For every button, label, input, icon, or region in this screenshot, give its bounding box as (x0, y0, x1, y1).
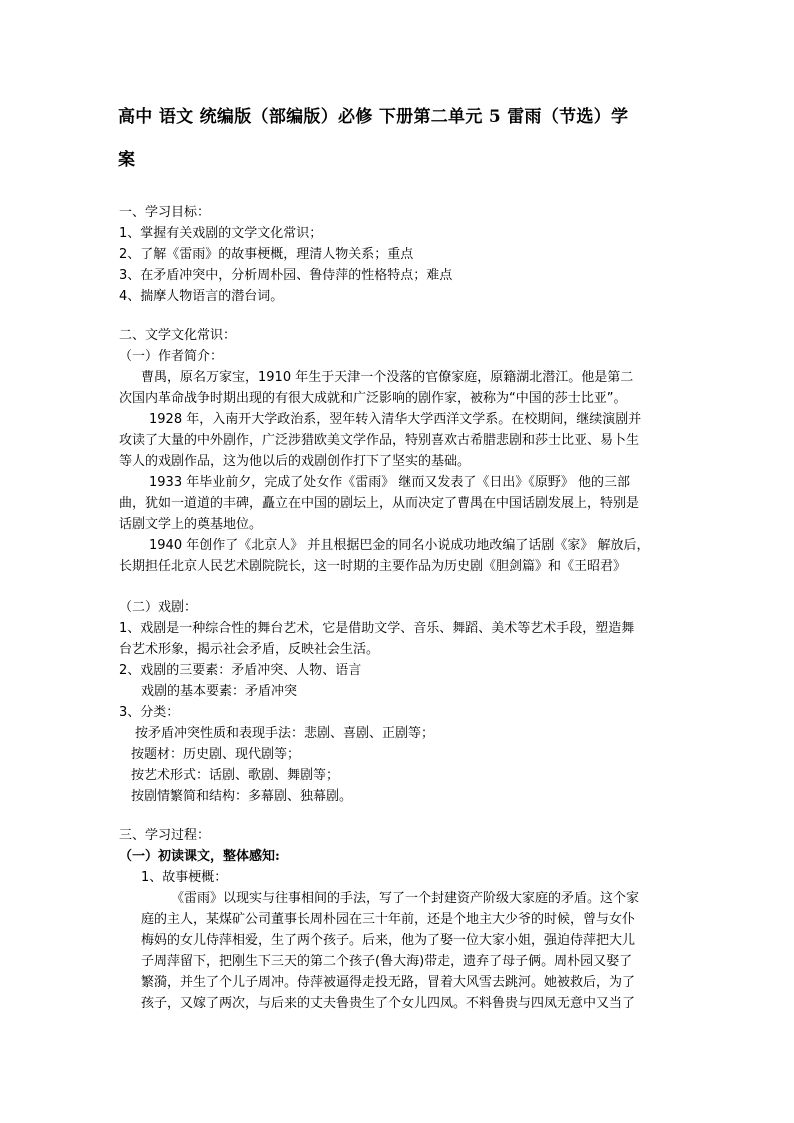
drama-classification: 按艺术形式：话剧、歌剧、舞剧等； (131, 768, 340, 783)
story-item-label: 1、故事梗概： (141, 870, 228, 885)
drama-line: 台艺术形象，揭示社会矛盾，反映社会生活。 (119, 642, 380, 657)
story-line: 《雷雨》以现实与往事相间的手法，写了一个封建资产阶级大家庭的矛盾。这个家 (171, 891, 640, 906)
story-line: 孩子，又嫁了两次，与后来的丈夫鲁贵生了个女儿四凤。不料鲁贵与四凤无意中又当了 (141, 996, 636, 1011)
title-line-2: 案 (118, 150, 136, 170)
author-paragraph-line: 长期担任北京人民艺术剧院院长，这一时期的主要作品为历史剧《胆剑篇》和《王昭君》 (119, 559, 627, 574)
author-paragraph-line: 曹禺，原名万家宝，1910 年生于天津一个没落的官僚家庭，原籍湖北潜江。他是第二 (141, 370, 634, 385)
author-paragraph-line: 等人的戏剧作品，这为他以后的戏剧创作打下了坚实的基础。 (119, 454, 471, 469)
drama-heading: （二）戏剧： (119, 600, 198, 615)
document-title (118, 96, 678, 182)
story-line: 梅妈的女儿侍萍相爱，生了两个孩子。后来，他为了娶一位大家小姐，强迫侍萍把大儿 (141, 933, 636, 948)
process-section (119, 825, 679, 1014)
author-paragraph-line: 攻读了大量的中外剧作，广泛涉猎欧美文学作品，特别喜欢古希腊悲剧和莎士比亚、易卜生 (119, 433, 640, 448)
objective-item: 1、掌握有关戏剧的文学文化常识； (119, 226, 323, 241)
author-paragraph-line: 1933 年毕业前夕，完成了处女作《雷雨》 继而又发表了《日出》《原野》 他的三部 (149, 475, 630, 490)
drama-section (119, 597, 679, 807)
author-paragraph-line: 1940 年创作了《北京人》 并且根据巴金的同名小说成功地改编了话剧《家》 解放后， (149, 538, 650, 553)
author-paragraph-line: 话剧文学上的奠基地位。 (119, 517, 263, 532)
objective-item: 4、揣摩人物语言的潜台词。 (119, 289, 284, 304)
knowledge-heading: 二、文学文化常识： (119, 328, 237, 343)
process-subheading: （一）初读课文，整体感知: (119, 849, 280, 864)
objectives-section (119, 202, 679, 307)
objective-item: 3、在矛盾冲突中，分析周朴园、鲁侍萍的性格特点；难点 (119, 268, 453, 283)
knowledge-section (119, 325, 679, 577)
author-paragraph-line: 曲，犹如一道道的丰碑，矗立在中国的剧坛上，从而决定了曹禺在中国话剧发展上，特别是 (119, 496, 640, 511)
author-paragraph-line: 次国内革命战争时期出现的有很大成就和广泛影响的剧作家，被称为“中国的莎士比亚”。 (119, 391, 627, 406)
drama-classification: 按矛盾冲突性质和表现手法：悲剧、喜剧、正剧等； (135, 726, 435, 741)
drama-line: 戏剧的基本要素：矛盾冲突 (141, 684, 298, 699)
story-line: 庭的主人，某煤矿公司董事长周朴园在三十年前，还是个地主大少爷的时候，曾与女仆 (141, 912, 636, 927)
title-line-1: 高中 语文 统编版（部编版）必修 下册第二单元 5 雷雨（节选）学 (118, 107, 629, 127)
process-heading: 三、学习过程： (119, 828, 211, 843)
story-line: 繁漪，并生了个儿子周冲。侍萍被逼得走投无路，冒着大风雪去跳河。她被救后，为了 (141, 975, 636, 990)
author-heading: （一）作者简介： (119, 349, 224, 364)
author-paragraph-line: 1928 年，入南开大学政治系，翌年转入清华大学西洋文学系。在校期间，继续演剧并 (149, 412, 642, 427)
objective-item: 2、了解《雷雨》的故事梗概，理清人物关系；重点 (119, 247, 414, 262)
story-line: 子周萍留下，把刚生下三天的第二个孩子(鲁大海)带走，遗弃了母子俩。周朴园又娶了 (141, 954, 633, 969)
drama-line: 1、戏剧是一种综合性的舞台艺术，它是借助文学、音乐、舞蹈、美术等艺术手段，塑造舞 (119, 621, 635, 636)
drama-line: 3、分类： (119, 705, 180, 720)
drama-line: 2、戏剧的三要素：矛盾冲突、人物、语言 (119, 663, 362, 678)
objectives-heading: 一、学习目标： (119, 205, 211, 220)
drama-classification: 按剧情繁简和结构：多幕剧、独幕剧。 (131, 789, 353, 804)
drama-classification: 按题材：历史剧、现代剧等； (131, 747, 301, 762)
